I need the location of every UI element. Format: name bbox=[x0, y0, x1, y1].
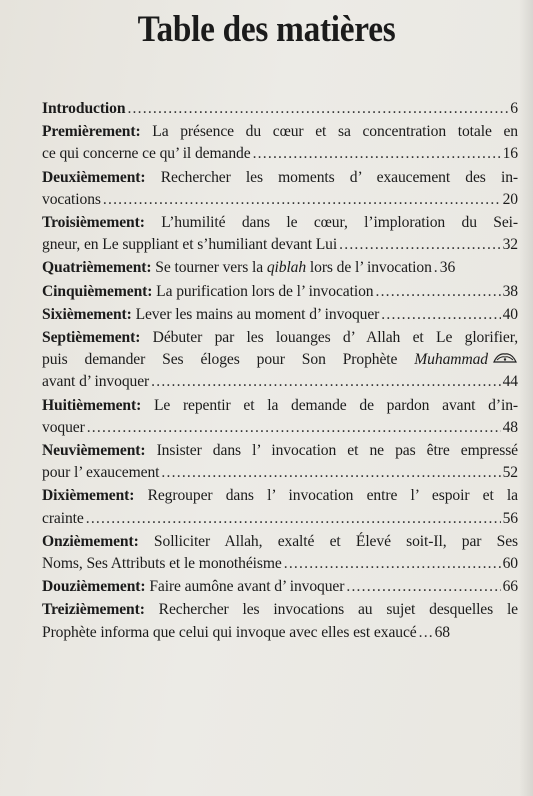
entry-text: crainte bbox=[42, 509, 84, 527]
toc-line bbox=[42, 189, 518, 211]
page-number: 52 bbox=[502, 464, 518, 482]
toc-entry-troisiemement bbox=[42, 212, 518, 256]
dot-leader bbox=[161, 462, 500, 484]
toc-line bbox=[42, 143, 518, 165]
entry-heading: Introduction bbox=[42, 100, 126, 117]
page-title: Table des matières bbox=[137, 9, 396, 50]
entry-text: Rechercher les moments d’ exaucement des in- bbox=[160, 168, 519, 186]
entry-heading: Dixièmement: bbox=[42, 487, 148, 505]
entry-heading: Quatrièmement: bbox=[42, 259, 152, 277]
entry-text: pour l’ exaucement bbox=[42, 464, 160, 482]
toc-line bbox=[42, 257, 518, 279]
dot-leader bbox=[346, 576, 500, 598]
toc-line bbox=[42, 622, 518, 644]
toc-entry-treiziemement bbox=[42, 599, 518, 643]
salawat-seal-icon bbox=[492, 351, 518, 365]
entry-text: La présence du cœur et sa concentration totale en bbox=[152, 123, 519, 141]
entry-text: vocations bbox=[42, 190, 101, 208]
entry-text: voquer bbox=[42, 418, 85, 436]
toc-entry-deuxiemement bbox=[42, 167, 518, 211]
dot-leader bbox=[87, 417, 501, 439]
entry-heading: Premièrement: bbox=[42, 123, 153, 141]
toc-line bbox=[42, 485, 518, 507]
entry-heading: Neuvièmement: bbox=[42, 442, 157, 460]
page-number: 60 bbox=[502, 555, 518, 573]
toc-entry-introduction bbox=[42, 98, 518, 120]
entry-text-italic: qiblah bbox=[266, 259, 307, 277]
entry-text: Rechercher les invocations au sujet desquelles le bbox=[158, 601, 518, 619]
page-number: 68 bbox=[434, 623, 451, 641]
toc-line bbox=[42, 440, 518, 462]
toc-entry-cinquiemement bbox=[42, 281, 518, 303]
toc-line bbox=[42, 349, 518, 371]
toc-line bbox=[42, 531, 518, 553]
toc-line bbox=[42, 462, 518, 484]
dot-leader bbox=[419, 622, 433, 644]
entry-text: Prophète informa que celui qui invoque avec elles est exaucé bbox=[42, 623, 417, 641]
entry-text: Noms, Ses Attributs et le monothéisme bbox=[42, 555, 282, 573]
toc-line bbox=[42, 417, 518, 439]
dot-leader bbox=[434, 257, 438, 279]
page-number: 36 bbox=[439, 259, 456, 277]
dot-leader bbox=[284, 553, 501, 575]
toc-entry-premierement bbox=[42, 121, 518, 165]
toc-line bbox=[42, 98, 518, 120]
entry-heading: Sixièmement: bbox=[42, 305, 132, 323]
toc-entry-onziemement bbox=[42, 531, 518, 575]
toc-line bbox=[42, 395, 518, 417]
page-number: 6 bbox=[510, 100, 518, 117]
toc-line bbox=[42, 167, 518, 189]
entry-heading: Troisièmement: bbox=[42, 214, 162, 232]
entry-heading: Douzièmement: bbox=[42, 578, 146, 596]
dot-leader bbox=[339, 234, 500, 256]
toc-entry-dixiemement bbox=[42, 485, 518, 529]
entry-text: Regrouper dans l’ invocation entre l’ espoir et la bbox=[147, 487, 518, 505]
entry-heading: Cinquièmement: bbox=[42, 282, 153, 300]
toc-line bbox=[42, 234, 518, 256]
spine-shadow bbox=[519, 0, 533, 796]
dot-leader bbox=[86, 508, 501, 530]
entry-text-start: Se tourner vers la bbox=[155, 259, 267, 277]
dot-leader bbox=[151, 371, 500, 393]
toc-line bbox=[42, 327, 518, 349]
entry-text: Débuter par les louanges d’ Allah et Le glorifier, bbox=[152, 329, 518, 347]
entry-text: puis demander Ses éloges pour Son Prophète bbox=[42, 351, 415, 369]
toc-line bbox=[42, 304, 518, 326]
toc-line bbox=[42, 599, 518, 621]
dot-leader bbox=[253, 143, 501, 165]
toc-entry-huitiemement bbox=[42, 395, 518, 439]
entry-text-line: Lever les mains au moment d’ invoquer bbox=[135, 305, 380, 323]
entry-text: Le repentir et la demande de pardon avant d’in- bbox=[153, 396, 518, 414]
toc-line bbox=[42, 281, 518, 303]
entry-text-line: La purification lors de l’ invocation bbox=[156, 282, 374, 300]
entry-heading: Deuxièmement: bbox=[42, 168, 161, 186]
entry-text bbox=[132, 304, 380, 326]
toc-line bbox=[42, 121, 518, 143]
dot-leader bbox=[127, 98, 508, 120]
page-number: 20 bbox=[502, 190, 518, 208]
page-number: 44 bbox=[502, 373, 518, 391]
dot-leader bbox=[381, 304, 500, 326]
toc-line bbox=[42, 212, 518, 234]
entry-text bbox=[152, 281, 373, 303]
toc-line bbox=[42, 371, 518, 393]
page-number: 56 bbox=[502, 509, 518, 527]
toc-line bbox=[42, 508, 518, 530]
entry-text: ce qui concerne ce qu’ il demande bbox=[42, 145, 251, 163]
toc-entry-quatriemement bbox=[42, 257, 518, 279]
entry-text: Insister dans l’ invocation et ne pas être empressé bbox=[156, 442, 518, 460]
page-number: 48 bbox=[502, 418, 518, 436]
dot-leader bbox=[375, 281, 500, 303]
toc-line bbox=[42, 576, 518, 598]
entry-heading: Treizièmement: bbox=[42, 601, 159, 619]
entry-text: avant d’ invoquer bbox=[42, 373, 150, 391]
entry-text-italic: Muhammad bbox=[414, 351, 488, 369]
entry-heading: Septièmement: bbox=[42, 329, 153, 347]
entry-text bbox=[151, 257, 431, 279]
dot-leader bbox=[103, 189, 501, 211]
entry-text bbox=[146, 576, 345, 598]
entry-heading: Onzièmement: bbox=[42, 532, 154, 550]
page-number: 40 bbox=[502, 305, 518, 323]
page-number: 66 bbox=[502, 578, 518, 596]
entry-text: Solliciter Allah, exalté et Élevé soit-Il, par Ses bbox=[153, 532, 518, 550]
page-number: 38 bbox=[502, 282, 518, 300]
toc-line bbox=[42, 553, 518, 575]
table-of-contents bbox=[42, 98, 518, 645]
toc-entry-neuviemement bbox=[42, 440, 518, 484]
entry-heading: Huitièmement: bbox=[42, 396, 154, 414]
entry-text-end: lors de l’ invocation bbox=[306, 259, 432, 277]
entry-text: gneur, en Le suppliant et s’humiliant devant Lui bbox=[42, 236, 338, 254]
page-number: 16 bbox=[502, 145, 518, 163]
entry-text: L’humilité dans le cœur, l’imploration du Sei- bbox=[161, 214, 518, 232]
toc-entry-sixiemement bbox=[42, 304, 518, 326]
entry-text-line: Faire aumône avant d’ invoquer bbox=[149, 578, 345, 596]
page-number: 32 bbox=[502, 236, 518, 254]
toc-entry-douziemement bbox=[42, 576, 518, 598]
toc-entry-septiemement bbox=[42, 327, 518, 394]
